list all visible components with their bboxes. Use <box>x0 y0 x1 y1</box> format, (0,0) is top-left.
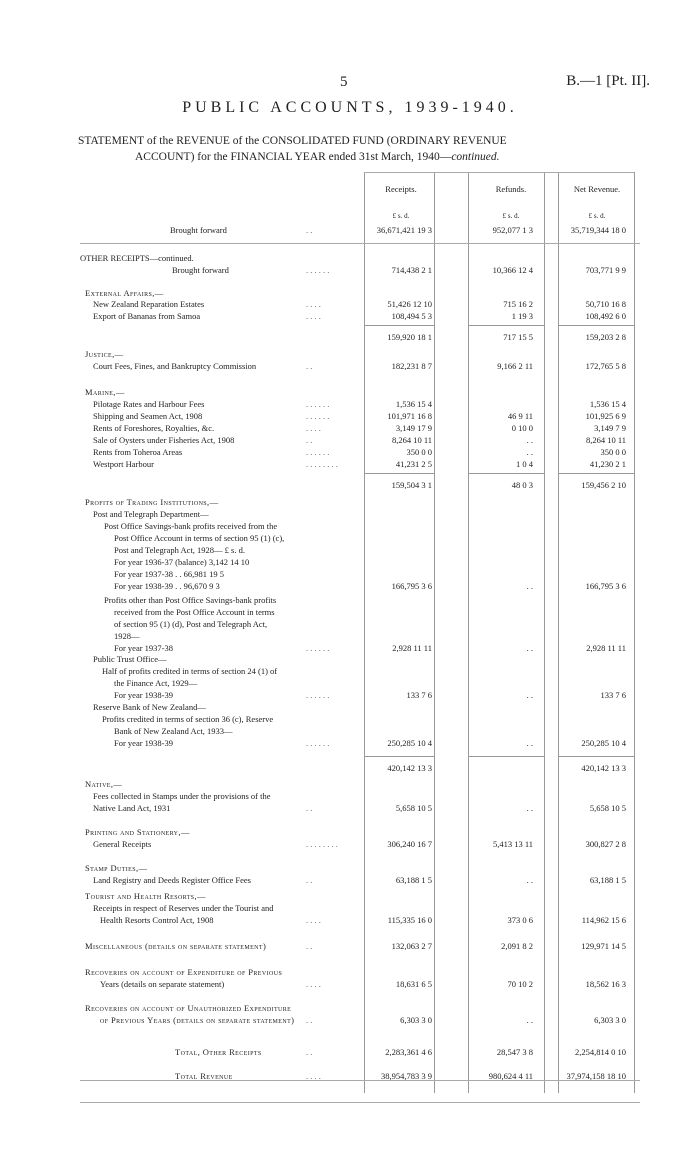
leader-dots: . . . . <box>306 423 321 433</box>
row-label: Rents of Foreshores, Royalties, &c. <box>93 423 215 433</box>
refunds-value: 0 10 0 <box>511 423 533 433</box>
net-revenue-value: 3,149 7 9 <box>594 423 626 433</box>
subtotal-rule <box>364 756 434 757</box>
leader-dots: . . . . <box>306 1071 321 1081</box>
refunds-value: . . <box>526 447 533 457</box>
row-label: Rents from Toheroa Areas <box>93 447 183 457</box>
row-label: Miscellaneous (details on separate statement) <box>85 941 267 951</box>
table-row <box>80 1070 680 1082</box>
table-row <box>80 862 680 874</box>
row-label: of section 95 (1) (d), Post and Telegraph Act, <box>114 619 268 629</box>
subtotal-rule <box>468 756 544 757</box>
leader-dots: . . . . . . <box>306 265 330 275</box>
refunds-value: 1 19 3 <box>511 311 533 321</box>
receipts-value: 6,303 3 0 <box>400 1015 432 1025</box>
table-row <box>80 224 680 236</box>
row-label: Tourist and Health Resorts,— <box>85 891 206 901</box>
row-label: Health Resorts Control Act, 1908 <box>100 915 214 925</box>
row-label: Post and Telegraph Act, 1928— £ s. d. <box>114 545 245 555</box>
refunds-value: 46 9 11 <box>507 411 533 421</box>
table-top-rule <box>364 172 634 173</box>
refunds-value: 5,413 13 11 <box>492 839 533 849</box>
receipts-value: 63,188 1 5 <box>395 875 432 885</box>
refunds-value: 9,166 2 11 <box>497 361 533 371</box>
refunds-value: . . <box>526 875 533 885</box>
table-row <box>80 890 680 902</box>
row-label: Post Office Account in terms of section 95 (1) (c), <box>114 533 285 543</box>
net-revenue-value: 2,928 11 11 <box>586 643 626 653</box>
row-label: Shipping and Seamen Act, 1908 <box>93 411 203 421</box>
column-header-refunds: Refunds. <box>495 184 527 194</box>
table-row <box>80 422 680 434</box>
table-row <box>80 331 680 343</box>
table-row <box>80 653 680 665</box>
statement-continued: continued. <box>451 151 500 163</box>
net-revenue-value: 18,562 16 3 <box>585 979 626 989</box>
leader-dots: . . . . <box>306 299 321 309</box>
leader-dots: . . . . . . <box>306 399 330 409</box>
net-revenue-value: 300,827 2 8 <box>585 839 626 849</box>
table-row <box>80 310 680 322</box>
table-row <box>80 677 680 689</box>
refunds-value: . . <box>526 803 533 813</box>
table-row <box>80 966 680 978</box>
table-row <box>80 348 680 360</box>
leader-dots: . . <box>306 1047 313 1057</box>
row-label: Land Registry and Deeds Register Office Fees <box>93 875 251 885</box>
table-row <box>80 762 680 774</box>
leader-dots: . . <box>306 225 313 235</box>
row-label: Marine,— <box>85 387 125 397</box>
row-label: Bank of New Zealand Act, 1933— <box>114 726 233 736</box>
row-label: Brought forward <box>172 265 229 275</box>
receipts-value: 1,536 15 4 <box>395 399 432 409</box>
table-row <box>80 580 680 592</box>
refunds-value: . . <box>526 738 533 748</box>
leader-dots: . . . . <box>306 915 321 925</box>
receipts-value: 166,795 3 6 <box>391 581 432 591</box>
document-reference: B.—1 [Pt. II]. <box>566 73 650 89</box>
statement-line-1: STATEMENT of the REVENUE of the CONSOLIDATED FUND (ORDINARY REVENUE <box>78 135 507 147</box>
table-row <box>80 1046 680 1058</box>
receipts-value: 420,142 13 3 <box>387 763 432 773</box>
net-revenue-value: 37,974,158 18 10 <box>566 1071 626 1081</box>
receipts-value: 159,920 18 1 <box>387 332 432 342</box>
row-label: Recoveries on account of Unauthorized Expenditure <box>85 1003 292 1013</box>
table-row <box>80 737 680 749</box>
refunds-value: 952,077 1 3 <box>492 225 533 235</box>
leader-dots: . . <box>306 875 313 885</box>
receipts-value: 3,149 17 9 <box>395 423 432 433</box>
column-header-receipts: Receipts. <box>385 184 417 194</box>
row-label: received from the Post Office Account in terms <box>114 607 275 617</box>
net-revenue-value: 166,795 3 6 <box>585 581 626 591</box>
row-label: Profits other than Post Office Savings-bank profits <box>104 595 277 605</box>
table-row <box>80 446 680 458</box>
receipts-value: 2,928 11 11 <box>392 643 432 653</box>
table-row <box>80 496 680 508</box>
leader-dots: . . <box>306 941 313 951</box>
row-label: Profits of Trading Institutions,— <box>85 497 219 507</box>
row-label: New Zealand Reparation Estates <box>93 299 205 309</box>
refunds-value: 48 0 3 <box>511 480 533 490</box>
leader-dots: . . . . <box>306 311 321 321</box>
row-label: For year 1938-39 . . 96,670 9 3 <box>114 581 220 591</box>
leader-dots: . . <box>306 803 313 813</box>
refunds-value: 980,624 4 11 <box>488 1071 533 1081</box>
net-revenue-value: 1,536 15 4 <box>589 399 626 409</box>
refunds-value: 1 0 4 <box>516 459 533 469</box>
table-row <box>80 874 680 886</box>
row-label: Years (details on separate statement) <box>100 979 225 989</box>
refunds-value: 715 16 2 <box>503 299 533 309</box>
net-revenue-value: 8,264 10 11 <box>585 435 626 445</box>
receipts-value: 306,240 16 7 <box>387 839 432 849</box>
table-row <box>80 802 680 814</box>
receipts-value: 350 0 0 <box>406 447 432 457</box>
row-label: Half of profits credited in terms of section 24 (1) of <box>102 666 278 676</box>
receipts-value: 5,658 10 5 <box>395 803 432 813</box>
page-number: 5 <box>340 74 348 90</box>
subtotal-rule <box>558 473 634 474</box>
row-label: Native Land Act, 1931 <box>93 803 171 813</box>
net-revenue-value: 63,188 1 5 <box>589 875 626 885</box>
column-header-net-revenue: Net Revenue. <box>573 184 621 194</box>
net-revenue-value: 50,710 16 8 <box>585 299 626 309</box>
receipts-value: 714,438 2 1 <box>391 265 432 275</box>
row-label: Westport Harbour <box>93 459 154 469</box>
row-label: Printing and Stationery,— <box>85 827 190 837</box>
row-label: Post Office Savings-bank profits received from the <box>104 521 278 531</box>
leader-dots: . . <box>306 361 313 371</box>
row-label: Profits credited in terms of section 36 (c), Reserve <box>102 714 274 724</box>
table-row <box>80 725 680 737</box>
row-label: of Previous Years (details on separate statement) <box>100 1015 295 1025</box>
table-row <box>80 701 680 713</box>
refunds-value: 2,091 8 2 <box>501 941 533 951</box>
row-label: the Finance Act, 1929— <box>114 678 198 688</box>
receipts-value: 2,283,361 4 6 <box>385 1047 432 1057</box>
refunds-value: . . <box>526 1015 533 1025</box>
table-row <box>80 386 680 398</box>
leader-dots: . . . . . . <box>306 447 330 457</box>
net-revenue-value: 101,925 6 9 <box>585 411 626 421</box>
receipts-value: 36,671,421 19 3 <box>376 225 432 235</box>
leader-dots: . . <box>306 435 313 445</box>
subtotal-rule <box>558 756 634 757</box>
receipts-value: 101,971 16 8 <box>387 411 432 421</box>
statement-heading <box>78 133 638 165</box>
row-label: OTHER RECEIPTS—continued. <box>80 253 194 263</box>
table-row <box>80 1002 680 1014</box>
leader-dots: . . . . . . . . <box>306 839 338 849</box>
table-row <box>80 410 680 422</box>
refunds-value: 717 15 5 <box>503 332 533 342</box>
table-row <box>80 914 680 926</box>
refunds-value: . . <box>526 435 533 445</box>
leader-dots: . . . . . . . . <box>306 459 338 469</box>
table-row <box>80 778 680 790</box>
net-revenue-value: 350 0 0 <box>600 447 626 457</box>
row-label: For year 1937-38 <box>114 643 174 653</box>
row-label: Justice,— <box>85 349 124 359</box>
table-row <box>80 618 680 630</box>
net-revenue-value: 133 7 6 <box>600 690 626 700</box>
subtotal-rule <box>364 325 434 326</box>
table-row <box>80 544 680 556</box>
receipts-value: 41,231 2 5 <box>395 459 432 469</box>
row-label: Export of Bananas from Samoa <box>93 311 201 321</box>
units-refunds: £ s. d. <box>502 212 520 220</box>
net-revenue-value: 35,719,344 18 0 <box>570 225 626 235</box>
table-row <box>80 508 680 520</box>
net-revenue-value: 250,285 10 4 <box>581 738 626 748</box>
table-row <box>80 298 680 310</box>
table-row <box>80 630 680 642</box>
row-label: For year 1938-39 <box>114 690 174 700</box>
receipts-value: 182,231 8 7 <box>391 361 432 371</box>
receipts-value: 38,954,783 3 9 <box>381 1071 432 1081</box>
table-row <box>80 1014 680 1026</box>
table-row <box>80 790 680 802</box>
row-label: Total Revenue <box>175 1071 233 1081</box>
table-row <box>80 568 680 580</box>
units-net-revenue: £ s. d. <box>588 212 606 220</box>
row-label: Reserve Bank of New Zealand— <box>93 702 206 712</box>
receipts-value: 8,264 10 11 <box>391 435 432 445</box>
receipts-value: 250,285 10 4 <box>387 738 432 748</box>
table-row <box>80 252 680 264</box>
row-label: Fees collected in Stamps under the provisions of the <box>93 791 271 801</box>
leader-dots: . . . . . . <box>306 411 330 421</box>
net-revenue-value: 159,456 2 10 <box>581 480 626 490</box>
table-row <box>80 556 680 568</box>
refunds-value: 373 0 6 <box>507 915 533 925</box>
table-row <box>80 826 680 838</box>
row-label: For year 1937-38 . . 66,981 19 5 <box>114 569 225 579</box>
table-row <box>80 978 680 990</box>
receipts-value: 51,426 12 10 <box>387 299 432 309</box>
table-row <box>80 264 680 276</box>
statement-line-2: ACCOUNT) for the FINANCIAL YEAR ended 31st March, 1940— <box>135 151 452 163</box>
row-label: Native,— <box>85 779 123 789</box>
net-revenue-value: 159,203 2 8 <box>585 332 626 342</box>
net-revenue-value: 703,771 9 9 <box>585 265 626 275</box>
table-row <box>80 838 680 850</box>
net-revenue-value: 6,303 3 0 <box>594 1015 626 1025</box>
row-label: Public Trust Office— <box>93 654 167 664</box>
refunds-value: 10,366 12 4 <box>492 265 533 275</box>
net-revenue-value: 114,962 15 6 <box>581 915 626 925</box>
row-label: Post and Telegraph Department— <box>93 509 209 519</box>
table-row <box>80 689 680 701</box>
row-label: Receipts in respect of Reserves under the Tourist and <box>93 903 274 913</box>
refunds-value: . . <box>526 643 533 653</box>
net-revenue-value: 108,492 6 0 <box>585 311 626 321</box>
row-label: External Affairs,— <box>85 288 164 298</box>
net-revenue-value: 2,254,814 0 10 <box>575 1047 626 1057</box>
receipts-value: 115,335 16 0 <box>387 915 432 925</box>
leader-dots: . . . . . . <box>306 690 330 700</box>
subtotal-rule <box>558 325 634 326</box>
page-title: PUBLIC ACCOUNTS, 1939-1940. <box>182 99 518 116</box>
subtotal-rule <box>468 325 544 326</box>
table-row <box>80 594 680 606</box>
row-label: Recoveries on account of Expenditure of Previous <box>85 967 283 977</box>
table-row <box>80 458 680 470</box>
section-rule <box>80 243 640 244</box>
refunds-value: . . <box>526 690 533 700</box>
table-row <box>80 434 680 446</box>
row-label: For year 1936-37 (balance) 3,142 14 10 <box>114 557 250 567</box>
bottom-rule <box>80 1102 640 1103</box>
receipts-value: 18,631 6 5 <box>395 979 432 989</box>
receipts-value: 159,504 3 1 <box>391 480 432 490</box>
row-label: Sale of Oysters under Fisheries Act, 1908 <box>93 435 235 445</box>
row-label: 1928— <box>114 631 140 641</box>
units-receipts: £ s. d. <box>392 212 410 220</box>
net-revenue-value: 41,230 2 1 <box>589 459 626 469</box>
row-label: Brought forward <box>170 225 227 235</box>
table-row <box>80 520 680 532</box>
table-row <box>80 479 680 491</box>
leader-dots: . . . . . . <box>306 643 330 653</box>
row-label: Pilotage Rates and Harbour Fees <box>93 399 205 409</box>
table-row <box>80 940 680 952</box>
row-label: Total, Other Receipts <box>175 1047 262 1057</box>
refunds-value: 28,547 3 8 <box>496 1047 533 1057</box>
subtotal-rule <box>468 473 544 474</box>
table-row <box>80 606 680 618</box>
net-revenue-value: 129,971 14 5 <box>581 941 626 951</box>
table-row <box>80 360 680 372</box>
row-label: General Receipts <box>93 839 152 849</box>
row-label: Court Fees, Fines, and Bankruptcy Commission <box>93 361 257 371</box>
receipts-value: 108,494 5 3 <box>391 311 432 321</box>
table-row <box>80 665 680 677</box>
receipts-value: 133 7 6 <box>406 690 432 700</box>
subtotal-rule <box>364 473 434 474</box>
net-revenue-value: 5,658 10 5 <box>589 803 626 813</box>
net-revenue-value: 420,142 13 3 <box>581 763 626 773</box>
table-row <box>80 532 680 544</box>
table-row <box>80 902 680 914</box>
receipts-value: 132,063 2 7 <box>391 941 432 951</box>
row-label: For year 1938-39 <box>114 738 174 748</box>
leader-dots: . . . . . . <box>306 738 330 748</box>
table-row <box>80 398 680 410</box>
leader-dots: . . . . <box>306 979 321 989</box>
refunds-value: . . <box>526 581 533 591</box>
net-revenue-value: 172,765 5 8 <box>585 361 626 371</box>
leader-dots: . . <box>306 1015 313 1025</box>
row-label: Stamp Duties,— <box>85 863 148 873</box>
table-row <box>80 713 680 725</box>
refunds-value: 70 10 2 <box>507 979 533 989</box>
